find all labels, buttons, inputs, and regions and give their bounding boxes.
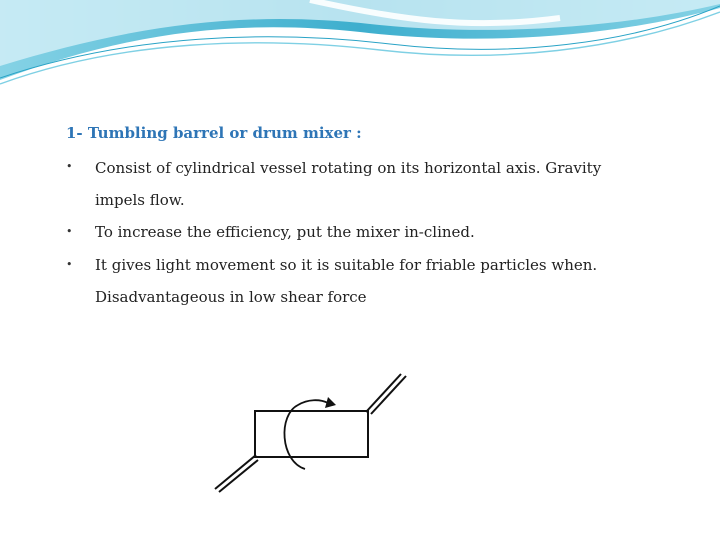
- tumbling-drum-mixer-diagram: [200, 343, 435, 503]
- header-wave-decoration: [0, 0, 720, 90]
- bullet-marker: •: [66, 258, 73, 271]
- bullet-text: To increase the efficiency, put the mixer in-clined.: [95, 223, 475, 241]
- bullet-marker: •: [66, 160, 73, 173]
- bullet-marker: •: [66, 225, 73, 238]
- bullet-text: Consist of cylindrical vessel rotating on its horizontal axis. Gravity impels flow.: [95, 159, 602, 209]
- bullet-text: It gives light movement so it is suitable for friable particles when. Disadvantageous in low shear force: [95, 256, 598, 306]
- slide-heading: 1- Tumbling barrel or drum mixer :: [66, 124, 362, 142]
